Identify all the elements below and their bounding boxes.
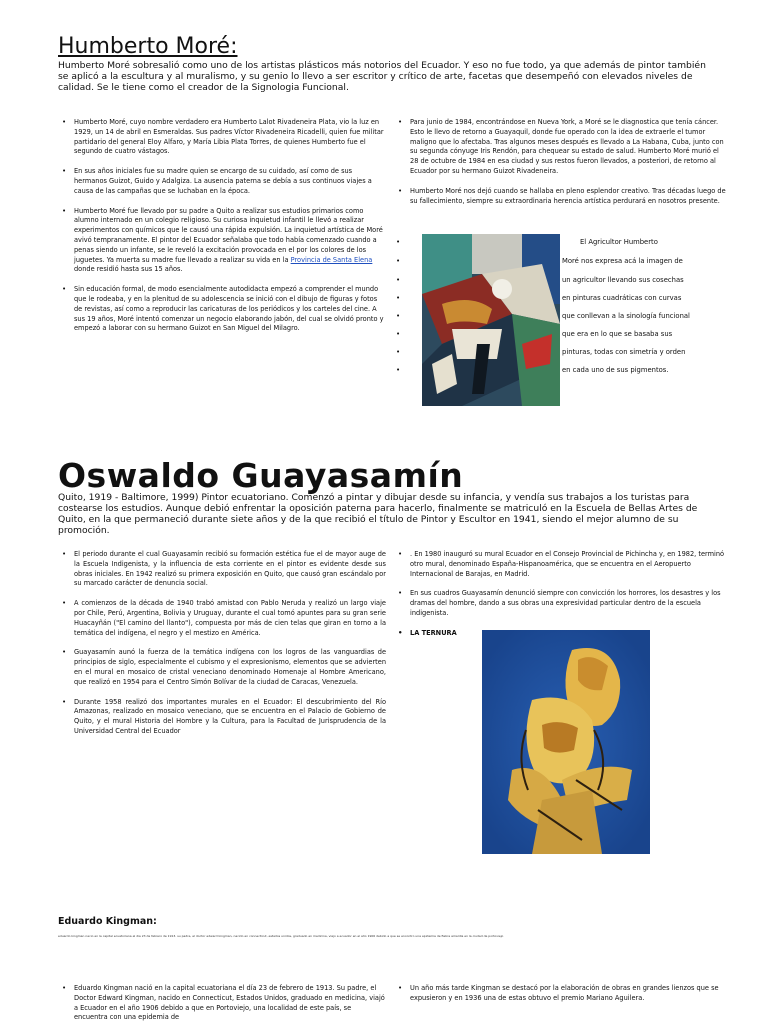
more-right-list [396, 118, 728, 216]
list-item: • Durante 1958 realizó dos importantes murales en el Ecuador: El descubrimiento del Río Amazonas, realizado en mosaico veneciano, que se encuentra en el Palacio de Gobierno de Quito, y el mural Historia del Hombre y la Cultura, para la Facultad de Jurisprudencia de la Universidad Central del Ecuador [74, 698, 386, 737]
list-item: • Humberto Moré nos dejó cuando se hallaba en pleno esplendor creativo. Tras décadas luego de su fallecimiento, siempre su extraordinaria herencia artística perdurará en nosotros presente. [410, 187, 728, 207]
list-item: • Guayasamín aunó la fuerza de la temática indígena con los logros de las vanguardias de principios de siglo, especialmente el cubismo y el expresionismo, elementos que se advierten en el mural en mosaico de cristal veneciano denominado Homenaje al Hombre Americano, que realizó en 1954 para el Centro Simón Bolívar de la ciudad de Caracas, Venezuela. [74, 648, 386, 687]
list-item: • El periodo durante el cual Guayasamín recibió su formación estética fue el de mayor auge de la Escuela Indigenista, y la influencia de esta corriente en el pintor es evidente desde sus obras iniciales. En 1942 realizó su primera exposición en Quito, que causó gran escándalo por su marcado carácter de denuncia social. [74, 550, 386, 589]
list-item: • Eduardo Kingman nació en la capital ecuatoriana el día 23 de febrero de 1913. Su padre, el Doctor Edward Kingman, nacido en Connecticut, Estados Unidos, graduado en medicina, viajó a Ecuador en el año 1906 debido a que en Portoviejo, una localidad de este país, se encuentra con una epidemia de [74, 984, 386, 1023]
bullet: • [396, 348, 401, 356]
more-left-list [60, 118, 386, 344]
list-item: • Humberto Moré, cuyo nombre verdadero era Humberto Lalot Rivadeneira Plata, vio la luz en 1929, un 14 de abril en Esmeraldas. Sus padres Víctor Rivadeneira Ricadelli, quien fue militar partidario del general Eloy Alfaro, y María Libia Plata Torres, de quienes Humberto fue el segundo de cuatro vástagos. [74, 118, 386, 157]
bullet: • [396, 276, 401, 284]
painting-caption-line: un agricultor llevando sus cosechas [562, 276, 684, 284]
list-item: • En sus cuadros Guayasamín denunció siempre con convicción los horrores, los desastres y los dramas del hombre, dando a sus obras una expresividad particular dentro de la escuela indigenista. [410, 589, 728, 618]
guayasamin-left-list [60, 550, 386, 747]
kingman-tiny-text: eduardo kingman nacio en la capital ecuatoriana el dia 23 de febrero de 1913. su padre, el doctor edward kingman, nacido en connecticut, estados unidos, graduado en medicina, viajo a ecuador en el año 1906 debido a que se encontro una epidemia de fiebre amarilla en la ciudad de portoviejo [58, 934, 504, 938]
more-title: Humberto Moré: [58, 34, 238, 59]
bullet: • [396, 257, 401, 265]
list-item-text: Humberto Moré fue llevado por su padre a Quito a realizar sus estudios primarios como alumno internado en un colegio religioso. Su curiosa inquietud infantil le llevó a realizar experimentos con químicos que le causó una rápida expulsión. La inquietud artística de Moré avivó tempranamente. El pintor del Ecuador señalaba que todo había comenzado cuando a penas siendo un infante, se le reveló la excitación provocada en el por los colores de los juguetes. Ya muerta su madre fue llevado a realizar su vida en la [74, 206, 383, 264]
painting-caption-line: en pinturas cuadráticas con curvas [562, 294, 682, 302]
santa-elena-link[interactable]: Provincia de Santa Elena [290, 255, 373, 264]
list-item: • Sin educación formal, de modo esencialmente autodidacta empezó a comprender el mundo que le rodeaba, y en la plenitud de su adolescencia se inició con el dibujo de figuras y fotos de revistas, así como a reproducir las caricaturas de los periódicos y los carteles del cine. A sus 19 años, Moré intentó comenzar un negocio elaborando jabón, del cual se olvidó pronto y empezó a laborar con su hermano Guizot en San Miguel del Milagro. [74, 285, 386, 334]
list-item: • En sus años iniciales fue su madre quien se encargo de su cuidado, así como de sus hermanos Guizot, Guido y Adalgiza. La ausencia paterna se debía a sus continuos viajes a causa de las campañas que se luchaban en la época. [74, 167, 386, 196]
more-intro: Humberto Moré sobresalió como uno de los artistas plásticos más notorios del Ecuador. Y eso no fue todo, ya que además de pintor también se aplicó a la escultura y al muralismo, y su genio lo llevo a ser escritor y crítico de arte, facetas que desempeñó con elevados niveles de calidad. Se le tiene como el creador de la Signologia Funcional. [58, 60, 706, 93]
bullet: • [396, 238, 401, 246]
list-item: • Para junio de 1984, encontrándose en Nueva York, a Moré se le diagnostica que tenía cáncer. Esto le llevo de retorno a Guayaquil, donde fue operado con la idea de extraerle el tumor maligno que lo afectaba. Tras algunos meses después es llevado a La Habana, Cuba, junto con su segunda cónyuge Iris Rendón, para chequear su estado de salud. Humberto Moré murió el 28 de octubre de 1984 en esa ciudad y sus restos fueron llevados, a posteriori, de retorno al Ecuador por su hermano Guizot Rivadeneira. [410, 118, 728, 177]
list-item: • LA TERNURA [410, 629, 728, 639]
painting-caption-line: El Agricultor Humberto [580, 238, 658, 246]
la-ternura-painting [482, 630, 650, 854]
guayasamin-title: Oswaldo Guayasamín [58, 456, 464, 495]
list-item: • . En 1980 inauguró su mural Ecuador en el Consejo Provincial de Pichincha y, en 1982, terminó otro mural, denominado España-Hispanoamérica, que se encuentra en el Aeropuerto Internacional de Barajas, en Madrid. [410, 550, 728, 579]
list-item [74, 207, 386, 276]
bullet: • [396, 312, 401, 320]
painting-caption-line: en cada uno de sus pigmentos. [562, 366, 669, 374]
painting-caption-line: que conllevan a la sinología funcional [562, 312, 690, 320]
painting-caption-line: Moré nos expresa acá la imagen de [562, 257, 683, 265]
kingman-left-list [60, 984, 386, 1033]
list-item: • A comienzos de la década de 1940 trabó amistad con Pablo Neruda y realizó un largo viaje por Chile, Perú, Argentina, Bolivia y Uruguay, durante el cual tomó apuntes para su gran serie Huacayñán ("El camino del llanto"), compuesta por más de cien telas que giran en torno a la temática del indígena, el negro y el mestizo en América. [74, 599, 386, 638]
agricultor-painting [422, 234, 560, 406]
list-item: • Un año más tarde Kingman se destacó por la elaboración de obras en grandes lienzos que se expusieron y en 1936 una de estas obtuvo el premio Mariano Aguilera. [410, 984, 728, 1004]
bullet: • [396, 294, 401, 302]
guayasamin-intro: Quito, 1919 - Baltimore, 1999) Pintor ecuatoriano. Comenzó a pintar y dibujar desde su infancia, y vendía sus trabajos a los turistas para costearse los estudios. Aunque debió enfrentar la oposición paterna para hacerlo, finalmente se matriculó en la Escuela de Bellas Artes de Quito, en la que permaneció durante siete años y de la que recibió el título de Pintor y Escultor en 1941, siendo el mejor alumno de su promoción. [58, 492, 698, 536]
painting-caption-line: que era en lo que se basaba sus [562, 330, 673, 338]
kingman-right-list [396, 984, 728, 1014]
bullet: • [396, 366, 401, 374]
painting-caption-line: pinturas, todas con simetría y orden [562, 348, 686, 356]
list-item-text: donde residió hasta sus 15 años. [74, 265, 183, 274]
bullet: • [396, 330, 401, 338]
kingman-title: Eduardo Kingman: [58, 916, 157, 927]
